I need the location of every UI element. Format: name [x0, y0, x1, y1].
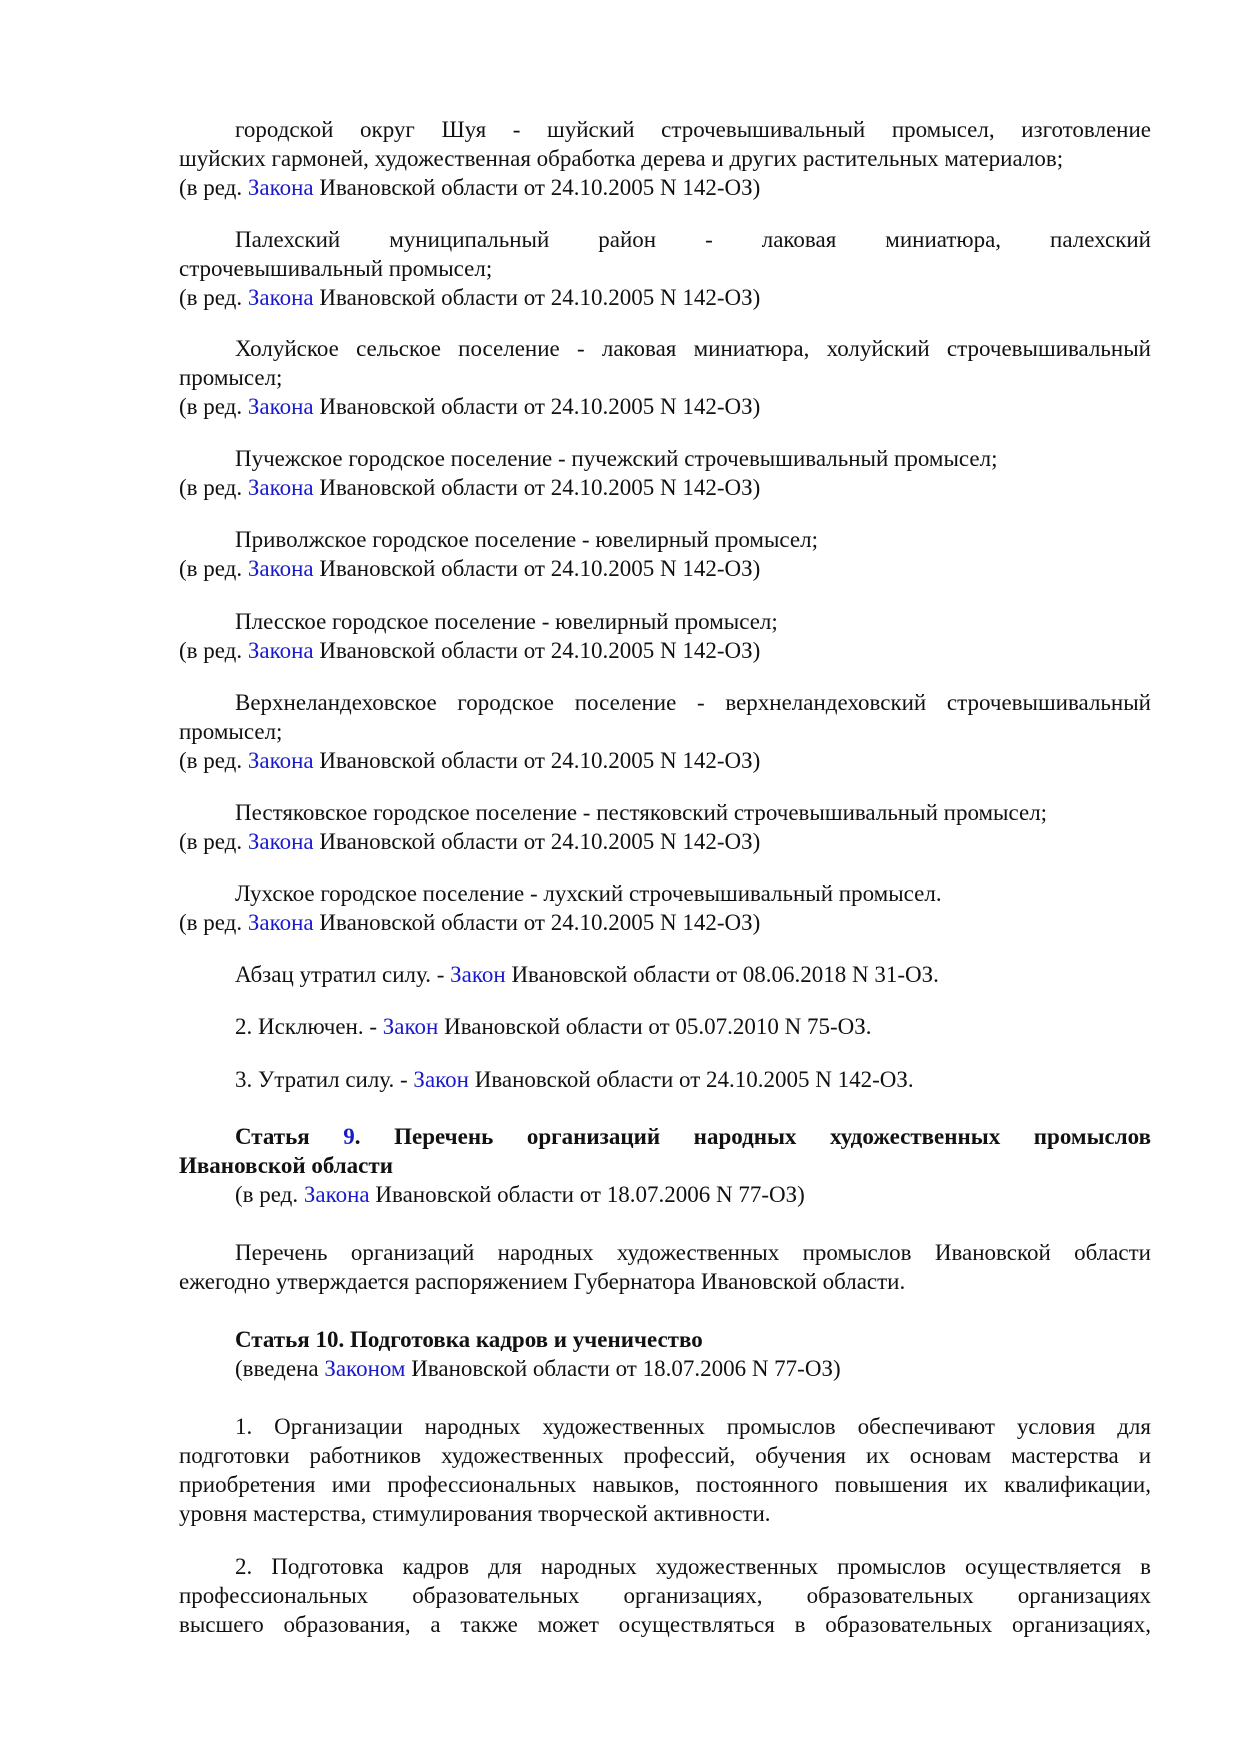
text-run: Ивановской области от 08.06.2018 N 31-ОЗ. [505, 962, 939, 987]
paragraph [179, 879, 1151, 908]
text-run: Ивановской области от 18.07.2006 N 77-ОЗ) [405, 1356, 841, 1381]
paragraph [179, 525, 1151, 554]
text-run: Холуйское сельское поселение - лаковая миниатюра, холуйский строчевышивальный [235, 336, 1151, 361]
text-run: профессиональных образовательных организациях, образовательных организациях [179, 1583, 1151, 1608]
paragraph [179, 607, 1151, 636]
text-line [179, 225, 1151, 254]
text-run: шуйских гармоней, художественная обработка дерева и других растительных материалов; [179, 146, 1064, 171]
paragraph [179, 1552, 1151, 1639]
text-line [179, 1412, 1151, 1441]
text-run: приобретения ими профессиональных навыков, постоянного повышения их квалификации, [179, 1472, 1151, 1497]
text-run: Приволжское городское поселение - ювелирный промысел; [235, 527, 818, 552]
text-line [179, 363, 1151, 392]
text-run: Абзац утратил силу. - [235, 962, 451, 987]
text-run: (в ред. [179, 175, 248, 200]
document-block [179, 115, 1151, 202]
text-run: уровня мастерства, стимулирования творческой активности. [179, 1501, 771, 1526]
document-block [179, 1012, 1151, 1041]
document-block [179, 1065, 1151, 1094]
paragraph [179, 473, 1151, 502]
text-run: Ивановской области от 18.07.2006 N 77-ОЗ) [369, 1182, 805, 1207]
text-line [179, 554, 1151, 583]
text-run: Ивановской области от 24.10.2005 N 142-ОЗ) [313, 829, 761, 854]
paragraph [179, 636, 1151, 665]
text-run: ежегодно утверждается распоряжением Губернатора Ивановской области. [179, 1269, 906, 1294]
text-line [179, 444, 1151, 473]
text-line [179, 607, 1151, 636]
text-run: Пестяковское городское поселение - пестяковский строчевышивальный промысел; [235, 800, 1048, 825]
text-line [179, 1354, 1151, 1383]
text-line [179, 1610, 1151, 1639]
text-line [179, 1325, 1151, 1354]
law-link[interactable]: Законом [324, 1356, 406, 1381]
law-link[interactable]: Закона [247, 829, 314, 854]
paragraph [179, 688, 1151, 746]
paragraph [179, 334, 1151, 392]
text-line [179, 827, 1151, 856]
document-block [179, 1412, 1151, 1528]
text-line [179, 1122, 1151, 1151]
law-link[interactable]: Закона [247, 910, 314, 935]
document-block [179, 879, 1151, 937]
text-run: Ивановской области от 24.10.2005 N 142-ОЗ) [313, 910, 761, 935]
paragraph [179, 908, 1151, 937]
paragraph [179, 960, 1151, 989]
paragraph [179, 283, 1151, 312]
paragraph [179, 1180, 1151, 1209]
law-link[interactable]: Закона [247, 175, 314, 200]
text-line [179, 283, 1151, 312]
paragraph [179, 444, 1151, 473]
text-run: Ивановской области от 24.10.2005 N 142-ОЗ) [313, 556, 761, 581]
text-run: (в ред. [179, 829, 248, 854]
text-run: Ивановской области от 05.07.2010 N 75-ОЗ. [438, 1014, 872, 1039]
text-run: (в ред. [179, 638, 248, 663]
text-run: Ивановской области от 24.10.2005 N 142-ОЗ) [313, 748, 761, 773]
document-block [179, 798, 1151, 856]
paragraph [179, 1012, 1151, 1041]
text-run: городской округ Шуя - шуйский строчевышивальный промысел, изготовление [235, 117, 1151, 142]
text-run: Верхнеландеховское городское поселение - верхнеландеховский строчевышивальный [235, 690, 1151, 715]
text-line [179, 1552, 1151, 1581]
paragraph [179, 798, 1151, 827]
document-block [179, 607, 1151, 665]
text-run: Ивановской области от 24.10.2005 N 142-ОЗ) [313, 475, 761, 500]
text-line [179, 636, 1151, 665]
document-block [179, 1325, 1151, 1383]
paragraph [179, 746, 1151, 775]
text-run: (в ред. [179, 748, 248, 773]
text-run: Лухское городское поселение - лухский строчевышивальный промысел. [235, 881, 942, 906]
text-run: Ивановской области от 24.10.2005 N 142-ОЗ) [313, 175, 761, 200]
document-block [179, 1238, 1151, 1296]
text-line [179, 254, 1151, 283]
text-line [179, 173, 1151, 202]
text-line [179, 717, 1151, 746]
paragraph [179, 1412, 1151, 1528]
document-block [179, 525, 1151, 583]
text-run: . Перечень организаций народных художественных промыслов [354, 1124, 1151, 1149]
paragraph [179, 173, 1151, 202]
paragraph [179, 115, 1151, 173]
text-run: Статья [235, 1124, 344, 1149]
text-run: (в ред. [179, 394, 248, 419]
text-line [179, 1581, 1151, 1610]
text-run: Палехский муниципальный район - лаковая миниатюра, палехский [235, 227, 1151, 252]
text-line [179, 879, 1151, 908]
law-link[interactable]: Закона [247, 285, 314, 310]
text-line [179, 392, 1151, 421]
text-line [179, 746, 1151, 775]
document-block [179, 688, 1151, 775]
text-run: (в ред. [179, 285, 248, 310]
text-line [179, 473, 1151, 502]
text-line [179, 688, 1151, 717]
text-run: Ивановской области от 24.10.2005 N 142-ОЗ) [313, 638, 761, 663]
text-run: Ивановской области от 24.10.2005 N 142-ОЗ) [313, 394, 761, 419]
text-line [179, 798, 1151, 827]
document-block [179, 334, 1151, 421]
document-block [179, 960, 1151, 989]
law-link[interactable]: Закона [247, 638, 314, 663]
law-link[interactable]: Закона [247, 394, 314, 419]
paragraph [179, 827, 1151, 856]
text-line [179, 1012, 1151, 1041]
text-run: (в ред. [179, 475, 248, 500]
document-block [179, 444, 1151, 502]
text-run: (в ред. [179, 556, 248, 581]
text-run: строчевышивальный промысел; [179, 256, 493, 281]
law-link[interactable]: Закона [247, 556, 314, 581]
text-run: 1. Организации народных художественных промыслов обеспечивают условия для [235, 1414, 1151, 1439]
text-line [179, 1267, 1151, 1296]
text-run: (в ред. [235, 1182, 304, 1207]
text-line [179, 1470, 1151, 1499]
text-run: Ивановской области [179, 1153, 393, 1178]
text-line [179, 144, 1151, 173]
text-line [179, 115, 1151, 144]
text-run: высшего образования, а также может осуществляться в образовательных организациях, [179, 1612, 1151, 1637]
text-run: промысел; [179, 365, 283, 390]
text-run: Пучежское городское поселение - пучежский строчевышивальный промысел; [235, 446, 998, 471]
article-heading [179, 1122, 1151, 1180]
law-link[interactable]: Закона [247, 748, 314, 773]
paragraph [179, 225, 1151, 283]
text-line [179, 525, 1151, 554]
law-link[interactable]: Закона [247, 475, 314, 500]
paragraph [179, 392, 1151, 421]
text-line [179, 1180, 1151, 1209]
text-run: Ивановской области от 24.10.2005 N 142-ОЗ. [468, 1067, 914, 1092]
paragraph [179, 1354, 1151, 1383]
text-run: (в ред. [179, 910, 248, 935]
text-line [179, 1238, 1151, 1267]
paragraph [179, 554, 1151, 583]
law-link[interactable]: Закон [450, 962, 506, 987]
law-link[interactable]: 9 [343, 1124, 355, 1149]
text-line [179, 1065, 1151, 1094]
law-link[interactable]: Закона [303, 1182, 370, 1207]
text-line [179, 1441, 1151, 1470]
text-line [179, 960, 1151, 989]
law-link[interactable]: Закон [413, 1067, 469, 1092]
text-run: 2. Подготовка кадров для народных художественных промыслов осуществляется в [235, 1554, 1151, 1579]
text-run: Перечень организаций народных художественных промыслов Ивановской области [235, 1240, 1151, 1265]
article-heading [179, 1325, 1151, 1354]
paragraph [179, 1065, 1151, 1094]
text-run: промысел; [179, 719, 283, 744]
document-block [179, 1122, 1151, 1209]
text-run: Плесское городское поселение - ювелирный промысел; [235, 609, 778, 634]
document-block [179, 225, 1151, 312]
law-link[interactable]: Закон [382, 1014, 439, 1039]
text-run: 2. Исключен. - [235, 1014, 383, 1039]
text-line [179, 334, 1151, 363]
paragraph [179, 1238, 1151, 1296]
text-run: (введена [235, 1356, 325, 1381]
text-run: Ивановской области от 24.10.2005 N 142-ОЗ) [313, 285, 761, 310]
text-line [179, 1499, 1151, 1528]
text-line [179, 908, 1151, 937]
text-line [179, 1151, 1151, 1180]
text-run: подготовки работников художественных профессий, обучения их основам мастерства и [179, 1443, 1151, 1468]
document-block [179, 1552, 1151, 1639]
text-run: 3. Утратил силу. - [235, 1067, 414, 1092]
text-run: Статья 10. Подготовка кадров и ученичество [235, 1327, 703, 1352]
